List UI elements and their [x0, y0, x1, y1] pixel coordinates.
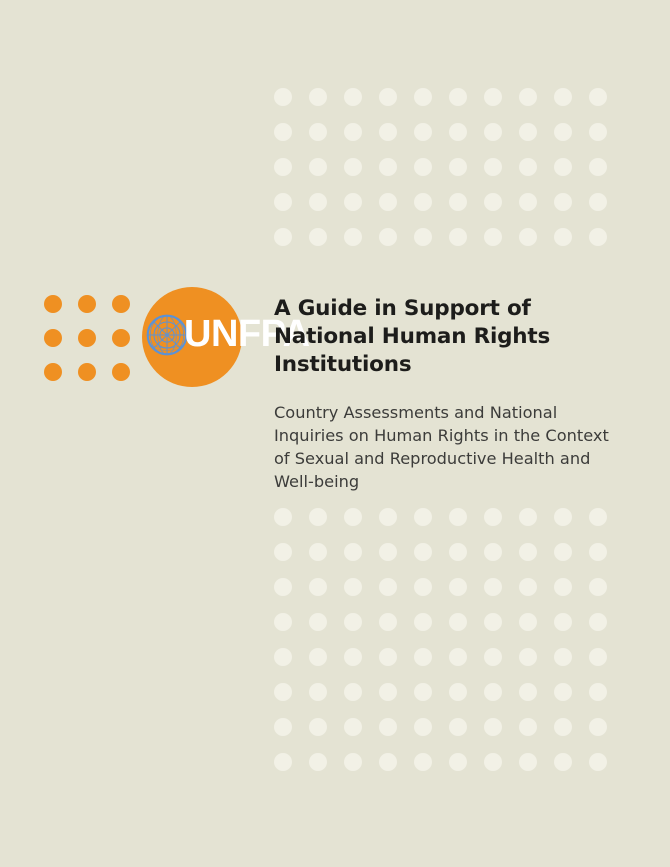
decorative-dot	[344, 718, 362, 736]
decorative-dot	[379, 228, 397, 246]
decorative-dot	[589, 613, 607, 631]
decorative-dot	[484, 123, 502, 141]
decorative-dot	[449, 193, 467, 211]
decorative-dot	[414, 193, 432, 211]
decorative-dot	[379, 613, 397, 631]
decorative-dot	[344, 158, 362, 176]
decorative-dot	[589, 543, 607, 561]
decorative-dot	[379, 123, 397, 141]
decorative-dot	[554, 158, 572, 176]
decorative-dot	[274, 648, 292, 666]
decorative-dot	[449, 158, 467, 176]
decorative-dot	[414, 123, 432, 141]
decorative-dot	[274, 158, 292, 176]
decorative-dot	[589, 88, 607, 106]
decorative-dot	[414, 648, 432, 666]
decorative-dot	[344, 543, 362, 561]
decorative-dot	[519, 578, 537, 596]
decorative-dot	[309, 753, 327, 771]
decorative-dot	[309, 193, 327, 211]
decorative-dot	[554, 613, 572, 631]
decorative-dot	[344, 648, 362, 666]
decorative-dot	[449, 718, 467, 736]
decorative-dot	[344, 613, 362, 631]
decorative-dot	[589, 123, 607, 141]
decorative-dot	[484, 718, 502, 736]
un-emblem-icon	[146, 314, 188, 356]
decorative-dot	[519, 613, 537, 631]
decorative-dot	[344, 508, 362, 526]
decorative-dot	[379, 193, 397, 211]
decorative-dot	[554, 753, 572, 771]
decorative-dot	[274, 228, 292, 246]
decorative-dot	[519, 123, 537, 141]
decorative-dot	[589, 753, 607, 771]
decorative-dot	[554, 123, 572, 141]
decorative-dot	[449, 228, 467, 246]
decorative-dot	[449, 613, 467, 631]
decorative-dot	[589, 193, 607, 211]
decorative-dot	[589, 228, 607, 246]
decorative-dot	[554, 648, 572, 666]
decorative-dot	[554, 88, 572, 106]
decorative-dot	[274, 718, 292, 736]
decorative-dot	[449, 683, 467, 701]
decorative-dot	[78, 363, 96, 381]
decorative-dot	[519, 753, 537, 771]
decorative-dot	[309, 88, 327, 106]
decorative-dot	[484, 683, 502, 701]
decorative-dot	[309, 158, 327, 176]
decorative-dot	[554, 193, 572, 211]
decorative-dot	[589, 578, 607, 596]
decorative-dot	[414, 683, 432, 701]
decorative-dot	[344, 683, 362, 701]
decorative-dot	[449, 508, 467, 526]
decorative-dot	[519, 648, 537, 666]
decorative-dot	[484, 753, 502, 771]
decorative-dot	[589, 158, 607, 176]
decorative-dot	[344, 753, 362, 771]
decorative-dot	[484, 193, 502, 211]
decorative-dot	[379, 718, 397, 736]
decorative-dot	[344, 123, 362, 141]
decorative-dot	[309, 228, 327, 246]
decorative-dot	[554, 228, 572, 246]
decorative-dot	[589, 508, 607, 526]
decorative-dot	[379, 578, 397, 596]
decorative-dot	[274, 193, 292, 211]
decorative-dot	[274, 123, 292, 141]
decorative-dot	[379, 88, 397, 106]
decorative-dot	[519, 543, 537, 561]
decorative-dot	[414, 158, 432, 176]
decorative-dot	[589, 648, 607, 666]
decorative-dot	[554, 543, 572, 561]
decorative-dot	[519, 508, 537, 526]
decorative-dot	[484, 228, 502, 246]
decorative-dot	[484, 88, 502, 106]
decorative-dot	[44, 329, 62, 347]
decorative-dot	[589, 718, 607, 736]
decorative-dot	[414, 613, 432, 631]
decorative-dot	[449, 753, 467, 771]
decorative-dot	[484, 648, 502, 666]
decorative-dot	[484, 508, 502, 526]
decorative-dot	[484, 613, 502, 631]
decorative-dot	[379, 543, 397, 561]
decorative-dot	[379, 753, 397, 771]
decorative-dot	[112, 329, 130, 347]
decorative-dot	[309, 718, 327, 736]
decorative-dot	[309, 508, 327, 526]
decorative-dot	[309, 543, 327, 561]
decorative-dot	[309, 683, 327, 701]
decorative-dot	[554, 683, 572, 701]
decorative-dot	[519, 718, 537, 736]
decorative-dot	[519, 228, 537, 246]
decorative-dot	[274, 753, 292, 771]
decorative-dot	[449, 88, 467, 106]
decorative-dot	[274, 578, 292, 596]
logo-dot-grid	[44, 295, 130, 381]
decorative-dot	[414, 228, 432, 246]
decorative-dot	[414, 543, 432, 561]
decorative-dot	[449, 648, 467, 666]
document-subtitle: Country Assessments and National Inquiries on Human Rights in the Context of Sexual and Reproductive Health and Well-being	[274, 403, 609, 491]
decorative-dot	[449, 578, 467, 596]
decorative-dot	[519, 683, 537, 701]
decorative-dot	[379, 648, 397, 666]
decorative-dot	[414, 753, 432, 771]
decorative-dot	[414, 578, 432, 596]
decorative-dot	[554, 578, 572, 596]
decorative-dot	[309, 648, 327, 666]
decorative-dot	[344, 578, 362, 596]
decorative-dot	[274, 88, 292, 106]
decorative-dot	[554, 508, 572, 526]
decorative-dot	[112, 295, 130, 313]
decorative-dot	[484, 158, 502, 176]
decorative-dot	[274, 508, 292, 526]
decorative-dot	[484, 543, 502, 561]
decorative-dot	[274, 683, 292, 701]
decorative-dot	[449, 123, 467, 141]
decorative-dot	[484, 578, 502, 596]
decorative-dot	[274, 613, 292, 631]
decorative-dot	[44, 295, 62, 313]
decorative-dot	[449, 543, 467, 561]
decorative-dot	[309, 578, 327, 596]
decorative-dot	[309, 613, 327, 631]
decorative-dot	[44, 363, 62, 381]
decorative-dot	[344, 193, 362, 211]
decorative-dot	[554, 718, 572, 736]
decorative-dot	[274, 543, 292, 561]
decorative-dot	[379, 508, 397, 526]
decorative-dot-grid-top	[274, 88, 607, 246]
decorative-dot	[112, 363, 130, 381]
title-block	[274, 295, 614, 493]
unfpa-logo	[44, 287, 310, 387]
decorative-dot	[379, 683, 397, 701]
decorative-dot	[589, 683, 607, 701]
decorative-dot	[519, 193, 537, 211]
decorative-dot	[414, 88, 432, 106]
decorative-dot	[78, 329, 96, 347]
decorative-dot	[414, 718, 432, 736]
decorative-dot	[519, 88, 537, 106]
unfpa-wordmark: UNFPA	[184, 313, 310, 355]
decorative-dot	[379, 158, 397, 176]
decorative-dot	[414, 508, 432, 526]
decorative-dot-grid-bottom	[274, 508, 607, 771]
document-title: A Guide in Support of National Human Rights Institutions	[274, 296, 551, 377]
decorative-dot	[344, 228, 362, 246]
decorative-dot	[78, 295, 96, 313]
decorative-dot	[344, 88, 362, 106]
decorative-dot	[519, 158, 537, 176]
decorative-dot	[309, 123, 327, 141]
